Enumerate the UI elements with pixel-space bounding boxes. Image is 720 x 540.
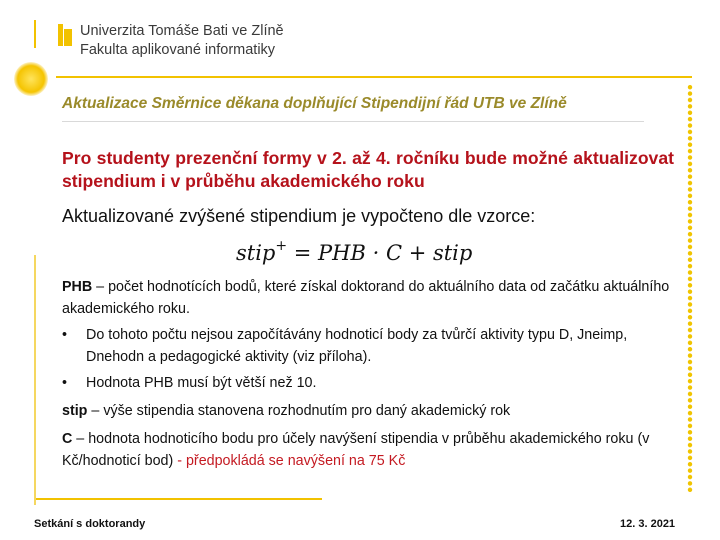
frame-line-left-top xyxy=(34,20,36,48)
stip-term: stip xyxy=(62,403,88,419)
frame-dotted-right xyxy=(686,84,694,494)
list-item xyxy=(62,372,674,394)
footer-event: Setkání s doktorandy xyxy=(34,518,146,530)
c-term: C xyxy=(62,431,73,447)
list-item-text: Do tohoto počtu nejsou započítávány hodnoticí body za tvůrčí aktivity typu D, Jneimp, Dnehodn a pedagogické aktivity (viz příloha). xyxy=(86,327,628,365)
stip-definition xyxy=(62,400,674,422)
faculty-name: Fakulta aplikované informatiky xyxy=(80,42,276,58)
frame-line-top xyxy=(56,76,692,78)
stip-text: – výše stipendia stanovena rozhodnutím pro daný akademický rok xyxy=(87,403,511,419)
formula-superscript: + xyxy=(275,238,288,254)
utb-logo-icon xyxy=(58,24,72,46)
c-text: – hodnota hodnoticího bodu pro účely navýšení stipendia v průběhu akademického roku (v Kč/hodnoticí bod) xyxy=(62,431,650,469)
title-underline xyxy=(62,121,644,122)
phb-definition xyxy=(62,276,674,320)
formula-lhs: stip xyxy=(236,241,276,265)
slide-title: Aktualizace Směrnice děkana doplňující Stipendijní řád UTB ve Zlíně xyxy=(62,95,567,112)
formula-rhs: = PHB · C + stip xyxy=(287,241,473,265)
bullet-list xyxy=(62,324,674,394)
frame-line-left xyxy=(34,255,36,505)
c-definition xyxy=(62,428,674,472)
footer-date: 12. 3. 2021 xyxy=(620,518,676,530)
c-note: - předpokládá se navýšení na 75 Kč xyxy=(177,453,406,469)
frame-line-bottom xyxy=(36,498,322,500)
phb-term: PHB xyxy=(62,279,93,295)
university-logo-text xyxy=(80,22,284,60)
list-item-text: Hodnota PHB musí být větší než 10. xyxy=(86,375,317,391)
bullet-icon: • xyxy=(62,375,68,391)
formula xyxy=(236,238,472,265)
bullet-icon: • xyxy=(62,327,68,343)
decorative-dot xyxy=(14,62,48,96)
university-name: Univerzita Tomáše Bati ve Zlíně xyxy=(80,23,284,39)
list-item xyxy=(62,324,674,368)
formula-intro: Aktualizované zvýšené stipendium je vypočteno dle vzorce: xyxy=(62,206,536,226)
lead-statement: Pro studenty prezenční formy v 2. až 4. ročníku bude možné aktualizovat stipendium i v průběhu akademického roku xyxy=(62,148,674,191)
phb-text: – počet hodnotících bodů, které získal doktorand do aktuálního data od začátku aktuálního akademického roku. xyxy=(62,279,670,317)
